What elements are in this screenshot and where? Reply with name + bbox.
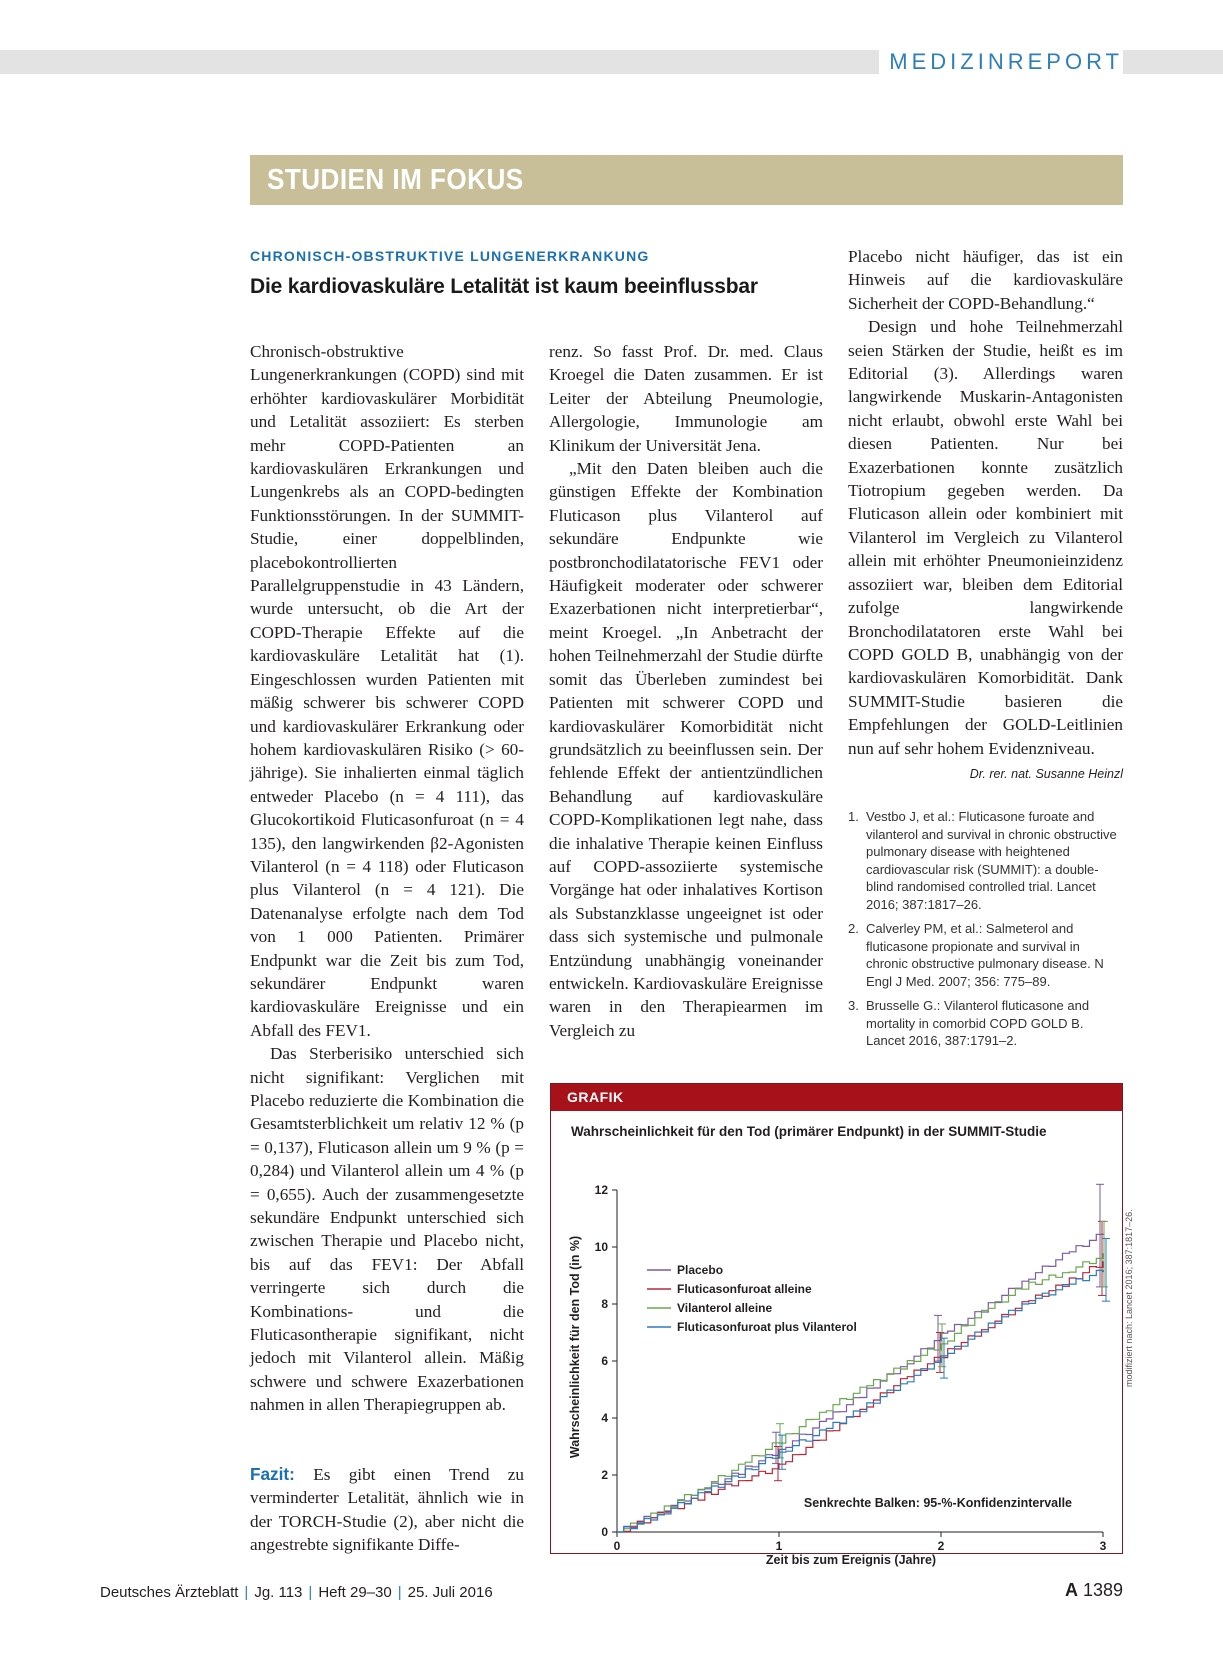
fazit-paragraph	[250, 1463, 524, 1557]
page-number	[1065, 1580, 1123, 1601]
y-tick-label: 12	[594, 1183, 608, 1197]
y-tick-label: 4	[601, 1411, 608, 1425]
journal-date: 25. Juli 2016	[407, 1584, 493, 1601]
x-tick-label: 3	[1099, 1539, 1107, 1553]
chart-series	[617, 1184, 1110, 1532]
chart-legend	[647, 1263, 857, 1334]
journal-issue: Heft 29–30	[318, 1584, 392, 1601]
reference-item	[848, 997, 1123, 1050]
reference-text: Calverley PM, et al.: Salmeterol and fluticasone propionate and survival in chronic obstructive pulmonary disease. N Engl J Med. 2007; 356: 775–89.	[866, 921, 1104, 989]
figure-box	[550, 1083, 1123, 1567]
paragraph: „Mit den Daten bleiben auch die günstigen Effekte der Kombination Fluticason plus Vilanterol auf sekundäre Endpunkte wie postbronchodilatatorische FEV1 oder Häufigkeit moderater oder schwerer Exazerbationen nicht interpretierbar“, meint Kroegel. „In Anbetracht der hohen Teilnehmerzahl der Studie dürfte somit das Überleben zumindest bei Patienten mit schwerer COPD und kardiovaskulärer Komorbidität nicht grundsätzlich zu beeinflussen sein. Der fehlende Effekt der antientzündlichen Behandlung auf kardiovaskuläre COPD-Komplikationen legt nahe, dass die inhalative Therapie keinen Einfluss auf COPD-assoziierte systemische Vorgänge hat oder inhalatives Kortison als Substanzklasse ungeeignet ist oder dass sich systemische und pulmonale Entzündung unabhängig voneinander entwickeln. Kardiovaskuläre Ereignisse waren in den Therapiearmen im Vergleich zu	[549, 459, 823, 1040]
legend-label: Placebo	[677, 1263, 724, 1277]
article-column-3	[848, 245, 1123, 786]
page-prefix: A	[1064, 1580, 1078, 1600]
y-tick-label: 6	[601, 1354, 608, 1368]
paragraph: Das Sterberisiko unterschied sich nicht signifikant: Verglichen mit Placebo reduzierte die Kombination die Gesamtsterblichkeit um relativ 12 % (p = 0,137), Fluticason allein um 9 % (p = 0,284) und Vilanterol allein um 4 % (p = 0,655). Auch der zusammengesetzte sekundäre Endpunkt unterschied sich zwischen Therapie und Placebo nicht, bis auf das FEV1: Der Abfall verringerte sich durch die Kombinations- und die Fluticasontherapie signifikant, nicht jedoch mit Vilanterol allein. Mäßig schwere und schwere Exazerbationen nahmen in allen Therapiegruppen ab.	[250, 1044, 524, 1415]
x-tick-label: 2	[937, 1539, 945, 1553]
legend-label: Fluticasonfuroat alleine	[677, 1282, 812, 1296]
x-tick-label: 0	[613, 1539, 621, 1553]
chart-title: Wahrscheinlichkeit für den Tod (primärer Endpunkt) in der SUMMIT-Studie	[571, 1124, 1047, 1139]
y-tick-label: 10	[594, 1240, 608, 1254]
section-banner	[250, 155, 1123, 205]
banner-title: STUDIEN IM FOKUS	[267, 164, 524, 196]
figure-credit: modifiziert nach: Lancet 2016; 387:1817–26.	[1124, 1209, 1134, 1387]
paragraph	[848, 315, 1123, 781]
x-tick-label: 1	[775, 1539, 783, 1553]
y-tick-label: 0	[601, 1525, 608, 1539]
reference-text: Brusselle G.: Vilanterol fluticasone and mortality in comorbid COPD GOLD B. Lancet 2016, 387:1791–2.	[866, 998, 1090, 1048]
reference-number: 1.	[848, 809, 859, 824]
footer-separator: |	[397, 1584, 402, 1601]
chart-note: Senkrechte Balken: 95-%-Konfidenzintervalle	[803, 1496, 1072, 1510]
paragraph-text: Design und hohe Teilnehmerzahl seien Stärken der Studie, heißt es im Editorial (3). Allerdings waren langwirkende Muskarin-Antagonisten nicht erlaubt, obwohl erste Wahl bei diesen Patienten. Nur bei Exazerbationen konnte zusätzlich Tiotropium gegeben werden. Da Fluticason allein oder kombiniert mit Vilanterol im Vergleich zu Vilanterol allein mit erhöhter Pneumonieinzidenz assoziiert war, bleiben dem Editorial zufolge langwirkende Bronchodilatatoren erste Wahl bei COPD GOLD B, unabhängig von der kardiovaskulären Komorbidität. Dank SUMMIT-Studie basieren die Empfehlungen der GOLD-Leitlinien nun auf sehr hohem Evidenzniveau.	[848, 317, 1123, 758]
footer-separator: |	[244, 1584, 249, 1601]
footer-separator: |	[308, 1584, 313, 1601]
author-signature: Dr. rer. nat. Susanne Heinzl	[969, 766, 1123, 781]
x-axis-label: Zeit bis zum Ereignis (Jahre)	[765, 1553, 937, 1567]
article-column-1	[250, 340, 524, 1417]
fazit-text: Es gibt einen Trend zu verminderter Letalität, ähnlich wie in der TORCH-Studie (2), aber nicht die angestrebte signifikante Diffe-	[250, 1465, 524, 1555]
y-tick-label: 8	[601, 1297, 608, 1311]
paragraph: renz. So fasst Prof. Dr. med. Claus Kroegel die Daten zusammen. Er ist Leiter der Abteilung Pneumologie, Allergologie, Immunologie am Klinikum der Universität Jena.	[549, 342, 823, 455]
journal-volume: Jg. 113	[254, 1584, 303, 1601]
reference-number: 3.	[848, 998, 859, 1013]
y-tick-label: 2	[601, 1468, 608, 1482]
references-list	[848, 808, 1123, 1057]
reference-item	[848, 920, 1123, 990]
article-column-2	[549, 340, 823, 1042]
reference-text: Vestbo J, et al.: Fluticasone furoate and vilanterol and survival in chronic obstructive pulmonary disease with heightened cardiovascular risk (SUMMIT): a double-blind randomised controlled trial. Lancet 2016; 387:1817–26.	[866, 809, 1117, 912]
legend-label: Fluticasonfuroat plus Vilanterol	[677, 1320, 857, 1334]
journal-name: Deutsches Ärzteblatt	[100, 1584, 239, 1601]
section-label: MEDIZINREPORT	[879, 47, 1123, 77]
reference-number: 2.	[848, 921, 859, 936]
article-headline: Die kardiovaskuläre Letalität ist kaum beeinflussbar	[250, 275, 758, 298]
survival-chart	[551, 1112, 1122, 1567]
reference-item	[848, 808, 1123, 913]
page-footer	[100, 1584, 493, 1601]
legend-label: Vilanterol alleine	[677, 1301, 773, 1315]
series-line	[617, 1234, 1103, 1532]
figure-label: GRAFIK	[567, 1089, 624, 1105]
article-kicker: CHRONISCH-OBSTRUKTIVE LUNGENERKRANKUNG	[250, 248, 650, 264]
figure-header	[551, 1084, 1122, 1111]
page-number-value: 1389	[1082, 1580, 1123, 1600]
y-axis-label: Wahrscheinlichkeit für den Tod (in %)	[568, 1235, 582, 1459]
paragraph: Placebo nicht häufiger, das ist ein Hinweis auf die kardiovaskuläre Sicherheit der COPD-Behandlung.“	[848, 247, 1123, 313]
fazit-label: Fazit:	[250, 1464, 295, 1484]
paragraph: Chronisch-obstruktive Lungenerkrankungen (COPD) sind mit erhöhter kardiovaskulärer Morbidität und Letalität assoziiert: Es sterben mehr COPD-Patienten an kardiovaskulären Erkrankungen und Lungenkrebs als an COPD-bedingten Funktionsstörungen. In der SUMMIT-Studie, einer doppelblinden, placebokontrollierten Parallelgruppenstudie in 43 Ländern, wurde untersucht, ob die Art der COPD-Therapie Effekte auf die kardiovaskuläre Letalität hat (1). Eingeschlossen wurden Patienten mit mäßig schwerer bis schwerer COPD und kardiovaskulärer Erkrankung oder hohem kardiovaskulären Risiko (> 60-jährige). Sie inhalierten einmal täglich entweder Placebo (n = 4 111), das Glucokortikoid Fluticasonfuroat (n = 4 135), den langwirkenden β2-Agonisten Vilanterol (n = 4 118) oder Fluticason plus Vilanterol (n = 4 121). Die Datenanalyse erfolgte nach dem Tod von 1 000 Patienten. Primärer Endpunkt war die Zeit bis zum Tod, sekundärer Endpunkt waren kardiovaskuläre Ereignisse und ein Abfall des FEV1.	[250, 342, 524, 1040]
